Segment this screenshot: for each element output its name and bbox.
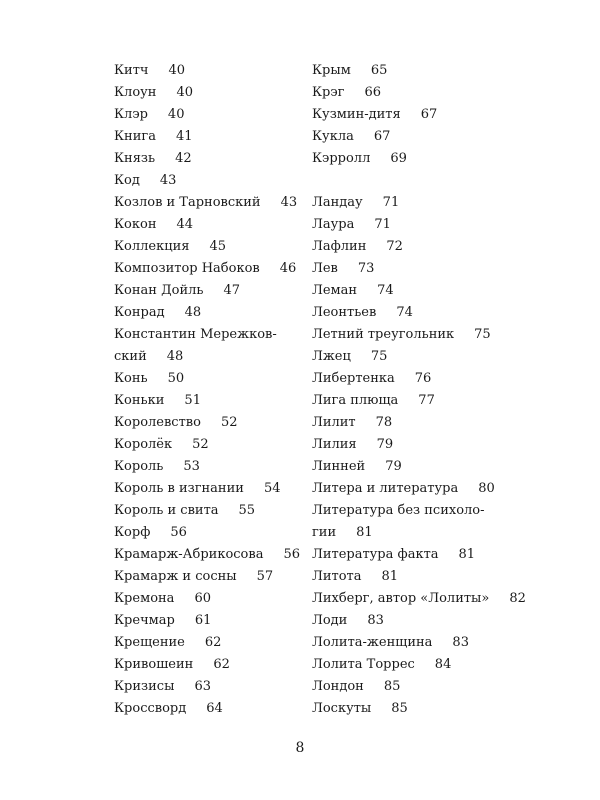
index-entry bbox=[312, 302, 562, 324]
entry-page-number: 40 bbox=[167, 107, 185, 122]
index-entry bbox=[312, 390, 562, 412]
entry-label: Лолита-женщина bbox=[312, 635, 433, 650]
entry-label: Лолита Торрес bbox=[312, 657, 415, 672]
index-entry bbox=[114, 236, 344, 258]
index-entry bbox=[312, 126, 562, 148]
index-entry bbox=[114, 676, 344, 698]
entry-label: Королёк bbox=[114, 437, 173, 452]
entry-label: Король и свита bbox=[114, 503, 219, 518]
index-entry bbox=[312, 280, 562, 302]
index-entry bbox=[312, 60, 562, 82]
entry-page-number: 83 bbox=[452, 635, 469, 650]
entry-label: Летний треугольник bbox=[312, 327, 455, 342]
entry-page-number: 74 bbox=[377, 283, 394, 298]
index-entry bbox=[312, 698, 562, 720]
index-entry bbox=[312, 566, 562, 588]
index-entry bbox=[312, 544, 562, 566]
index-entry bbox=[114, 368, 344, 390]
index-entry bbox=[312, 258, 562, 280]
entry-label: Лаура bbox=[312, 217, 355, 232]
entry-label-line: Константин Мережков- bbox=[114, 327, 277, 342]
entry-label: Конь bbox=[114, 371, 148, 386]
index-entry bbox=[312, 346, 562, 368]
entry-label: Кэрролл bbox=[312, 151, 371, 166]
entry-page-number: 63 bbox=[194, 679, 211, 694]
entry-label-line bbox=[114, 346, 344, 368]
entry-label: Князь bbox=[114, 151, 156, 166]
index-entry bbox=[312, 82, 562, 104]
index-entry bbox=[114, 324, 344, 368]
entry-label: Крамарж-Абрикосова bbox=[114, 547, 264, 562]
entry-page-number: 55 bbox=[238, 503, 256, 518]
entry-page-number: 79 bbox=[385, 459, 402, 474]
entry-page-number: 83 bbox=[367, 613, 384, 628]
index-entry bbox=[114, 60, 344, 82]
entry-label: Лилит bbox=[312, 415, 356, 430]
entry-page-number: 46 bbox=[279, 261, 297, 276]
entry-label: Лоди bbox=[312, 613, 348, 628]
index-entry bbox=[114, 698, 344, 720]
index-entry bbox=[312, 478, 562, 500]
entry-page-number: 42 bbox=[175, 151, 192, 166]
entry-label: Либертенка bbox=[312, 371, 395, 386]
entry-page-number: 62 bbox=[204, 635, 222, 650]
entry-page-number: 76 bbox=[414, 371, 432, 386]
entry-label: Ландау bbox=[312, 195, 363, 210]
entry-page-number: 85 bbox=[391, 701, 408, 716]
index-entry bbox=[114, 654, 344, 676]
entry-page-number: 50 bbox=[167, 371, 185, 386]
entry-label: Линней bbox=[312, 459, 366, 474]
entry-label: Леман bbox=[312, 283, 358, 298]
entry-page-number: 81 bbox=[381, 569, 399, 584]
entry-label: Лондон bbox=[312, 679, 364, 694]
entry-label: Леонтьев bbox=[312, 305, 377, 320]
entry-page-number: 67 bbox=[373, 129, 391, 144]
entry-page-number: 65 bbox=[370, 63, 388, 78]
index-column-right bbox=[312, 60, 562, 720]
entry-page-number: 44 bbox=[176, 217, 194, 232]
entry-label: Клоун bbox=[114, 85, 157, 100]
entry-label: Китч bbox=[114, 63, 149, 78]
entry-label: Лоскуты bbox=[312, 701, 372, 716]
entry-page-number: 53 bbox=[183, 459, 200, 474]
entry-page-number: 43 bbox=[280, 195, 298, 210]
page-number: 8 bbox=[295, 740, 305, 756]
entry-label: Кукла bbox=[312, 129, 354, 144]
entry-page-number: 47 bbox=[223, 283, 241, 298]
index-entry bbox=[312, 192, 562, 214]
index-group-k-end bbox=[312, 60, 562, 170]
entry-page-number: 52 bbox=[220, 415, 238, 430]
index-entry bbox=[312, 324, 562, 346]
index-entry bbox=[114, 544, 344, 566]
entry-page-number: 48 bbox=[166, 349, 184, 364]
entry-page-number: 81 bbox=[356, 525, 373, 540]
entry-page-number: 73 bbox=[357, 261, 375, 276]
entry-page-number: 67 bbox=[420, 107, 438, 122]
index-entry bbox=[114, 478, 344, 500]
entry-label: Крэг bbox=[312, 85, 345, 100]
entry-page-number: 79 bbox=[376, 437, 394, 452]
index-entry bbox=[312, 676, 562, 698]
entry-label: Литера и литература bbox=[312, 481, 459, 496]
index-entry bbox=[114, 456, 344, 478]
entry-label: Лилия bbox=[312, 437, 357, 452]
entry-label: Клэр bbox=[114, 107, 148, 122]
index-entry bbox=[114, 280, 344, 302]
index-entry bbox=[114, 104, 344, 126]
entry-label: Лев bbox=[312, 261, 338, 276]
entry-label: Лига плюща bbox=[312, 393, 399, 408]
entry-page-number: 54 bbox=[263, 481, 281, 496]
entry-label: Король bbox=[114, 459, 164, 474]
index-entry bbox=[312, 148, 562, 170]
entry-label-line bbox=[312, 522, 562, 544]
entry-label: Лихберг, автор «Лолиты» bbox=[312, 591, 490, 606]
entry-label: Конрад bbox=[114, 305, 165, 320]
entry-page-number: 80 bbox=[478, 481, 495, 496]
entry-label: Крамарж и сосны bbox=[114, 569, 237, 584]
entry-page-number: 78 bbox=[375, 415, 393, 430]
index-entry bbox=[114, 302, 344, 324]
index-entry bbox=[312, 214, 562, 236]
entry-page-number: 82 bbox=[509, 591, 526, 606]
entry-label: Конан Дойль bbox=[114, 283, 204, 298]
index-entry bbox=[312, 236, 562, 258]
entry-page-number: 56 bbox=[170, 525, 187, 540]
entry-page-number: 77 bbox=[418, 393, 435, 408]
index-entry bbox=[114, 214, 344, 236]
entry-page-number: 69 bbox=[390, 151, 407, 166]
entry-label: Кречмар bbox=[114, 613, 175, 628]
entry-label: Лжец bbox=[312, 349, 351, 364]
entry-label: Кризисы bbox=[114, 679, 175, 694]
entry-label: Литература факта bbox=[312, 547, 439, 562]
entry-label: Крещение bbox=[114, 635, 185, 650]
entry-page-number: 75 bbox=[474, 327, 491, 342]
index-entry bbox=[114, 390, 344, 412]
entry-label: Кремона bbox=[114, 591, 175, 606]
entry-page-number: 43 bbox=[159, 173, 177, 188]
entry-page-number: 45 bbox=[209, 239, 226, 254]
entry-page-number: 72 bbox=[386, 239, 403, 254]
entry-page-number: 40 bbox=[168, 63, 186, 78]
index-entry bbox=[312, 104, 562, 126]
entry-label: Код bbox=[114, 173, 140, 188]
entry-page-number: 84 bbox=[434, 657, 452, 672]
entry-label: Коньки bbox=[114, 393, 165, 408]
index-entry bbox=[114, 170, 344, 192]
entry-label: Корф bbox=[114, 525, 151, 540]
entry-page-number: 52 bbox=[192, 437, 209, 452]
entry-label: Кузмин-дитя bbox=[312, 107, 401, 122]
entry-page-number: 56 bbox=[283, 547, 301, 562]
index-entry bbox=[114, 610, 344, 632]
entry-label: Королевство bbox=[114, 415, 201, 430]
entry-page-number: 71 bbox=[374, 217, 391, 232]
index-entry bbox=[312, 368, 562, 390]
entry-label: Кокон bbox=[114, 217, 157, 232]
entry-label-line: Литература без психоло- bbox=[312, 503, 485, 518]
entry-page-number: 81 bbox=[458, 547, 476, 562]
entry-page-number: 75 bbox=[370, 349, 388, 364]
entry-page-number: 61 bbox=[194, 613, 212, 628]
entry-page-number: 40 bbox=[176, 85, 194, 100]
entry-label: Кривошеин bbox=[114, 657, 194, 672]
index-entry bbox=[312, 632, 562, 654]
index-entry bbox=[312, 654, 562, 676]
entry-label: Литота bbox=[312, 569, 362, 584]
entry-label: Книга bbox=[114, 129, 156, 144]
index-group-l bbox=[312, 192, 562, 720]
entry-page-number: 51 bbox=[184, 393, 201, 408]
entry-label: Козлов и Тарновский bbox=[114, 195, 261, 210]
entry-label: Композитор Набоков bbox=[114, 261, 260, 276]
index-entry bbox=[114, 258, 344, 280]
index-entry bbox=[114, 522, 344, 544]
index-entry bbox=[114, 412, 344, 434]
entry-label: Кроссворд bbox=[114, 701, 187, 716]
index-entry bbox=[114, 148, 344, 170]
entry-label: Коллекция bbox=[114, 239, 190, 254]
entry-page-number: 62 bbox=[213, 657, 230, 672]
index-entry bbox=[114, 566, 344, 588]
entry-page-number: 74 bbox=[396, 305, 413, 320]
index-entry bbox=[312, 456, 562, 478]
index-entry bbox=[114, 192, 344, 214]
entry-label: Король в изгнании bbox=[114, 481, 244, 496]
index-column-left bbox=[114, 60, 344, 720]
group-spacer bbox=[312, 170, 562, 192]
index-entry bbox=[114, 82, 344, 104]
index-entry bbox=[114, 126, 344, 148]
index-entry bbox=[312, 500, 562, 544]
entry-page-number: 85 bbox=[383, 679, 401, 694]
index-entry bbox=[312, 412, 562, 434]
entry-page-number: 57 bbox=[256, 569, 274, 584]
index-entry bbox=[114, 500, 344, 522]
entry-page-number: 64 bbox=[206, 701, 223, 716]
entry-page-number: 60 bbox=[194, 591, 211, 606]
index-entry bbox=[114, 434, 344, 456]
entry-page-number: 66 bbox=[364, 85, 382, 100]
entry-page-number: 41 bbox=[175, 129, 193, 144]
entry-label: Крым bbox=[312, 63, 351, 78]
entry-page-number: 71 bbox=[382, 195, 400, 210]
index-entry bbox=[114, 588, 344, 610]
index-entry bbox=[114, 632, 344, 654]
index-entry bbox=[312, 610, 562, 632]
index-entry bbox=[312, 588, 562, 610]
entry-page-number: 48 bbox=[184, 305, 202, 320]
index-entry bbox=[312, 434, 562, 456]
entry-label-continuation: ский bbox=[114, 349, 147, 364]
entry-label: Лафлин bbox=[312, 239, 367, 254]
entry-label-continuation: гии bbox=[312, 525, 337, 540]
